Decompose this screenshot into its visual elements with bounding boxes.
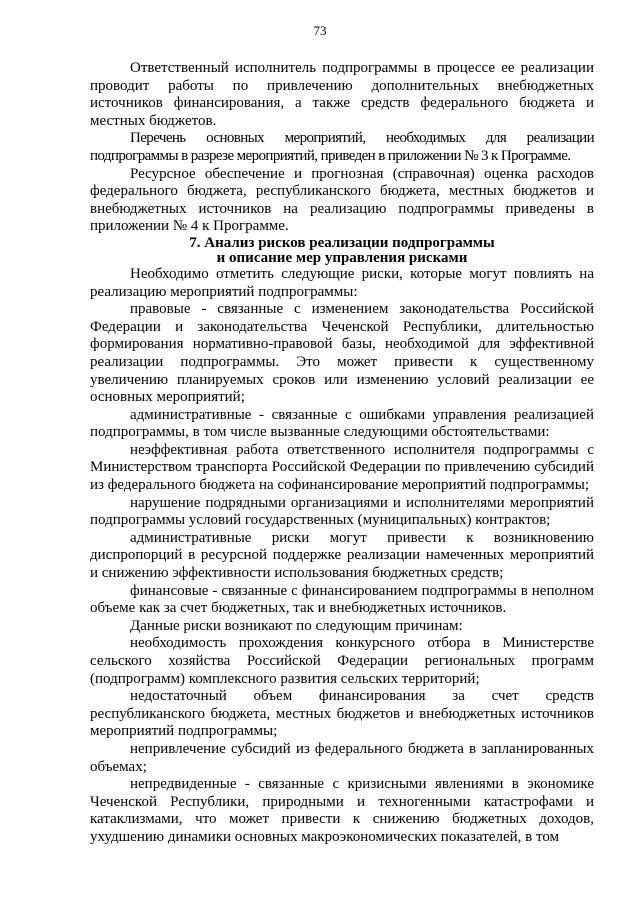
paragraph: административные - связанные с ошибками управления реализацией подпрограммы, в том числе вызванные следующими обстоятельствами:	[90, 406, 594, 441]
paragraph: непривлечение субсидий из федерального бюджета в запланированных объемах;	[90, 740, 594, 775]
paragraph: нарушение подрядными организациями и исполнителями мероприятий подпрограммы условий государственных (муниципальных) контрактов;	[90, 494, 594, 529]
paragraph: Необходимо отметить следующие риски, которые могут повлиять на реализацию мероприятий подпрограммы:	[90, 265, 594, 300]
page-content	[90, 60, 594, 847]
paragraph: непредвиденные - связанные с кризисными явлениями в экономике Чеченской Республики, природными и техногенными катастрофами и катаклизмами, что может привести к снижению бюджетных доходов, ухудшению динамики основных макроэкономических показателей, в том	[90, 776, 594, 845]
paragraph: неэффективная работа ответственного исполнителя подпрограммы с Министерством транспорта Российской Федерации по привлечению субсидий из федерального бюджета на софинансирование мероприятий подпрограммы;	[90, 441, 594, 494]
paragraph: правовые - связанные с изменением законодательства Российской Федерации и законодательства Чеченской Республики, длительностью формирования нормативно-правовой базы, необходимой для эффективной реализации подпрограммы. Это может привести к существенному увеличению планируемых сроков или изменению условий реализации ее основных мероприятий;	[90, 301, 594, 406]
paragraph: Ресурсное обеспечение и прогнозная (справочная) оценка расходов федерального бюджета, республиканского бюджета, местных бюджетов и внебюджетных источников на реализацию подпрограммы приведены в приложении № 4 к Программе.	[90, 165, 594, 235]
section-heading-line: и описание мер управления рисками	[216, 249, 468, 266]
paragraph: необходимость прохождения конкурсного отбора в Министерстве сельского хозяйства Российской Федерации региональных программ (подпрограмм) комплексного развития сельских территорий;	[90, 635, 594, 687]
paragraph: Ответственный исполнитель подпрограммы в процессе ее реализации проводит работы по привлечению дополнительных внебюджетных источников финансирования, а также средств федерального бюджета и местных бюджетов.	[90, 60, 594, 129]
paragraph: Данные риски возникают по следующим причинам:	[130, 617, 463, 634]
paragraph: недостаточный объем финансирования за счет средств республиканского бюджета, местных бюджетов и внебюджетных источников мероприятий подпрограммы;	[90, 688, 594, 740]
paragraph: административные риски могут привести к возникновению диспропорций в ресурсной поддержке реализации намеченных мероприятий и снижению эффективности использования бюджетных средств;	[90, 529, 594, 582]
section-heading-line: 7. Анализ рисков реализации подпрограммы	[189, 234, 495, 251]
paragraph: финансовые - связанные с финансированием подпрограммы в неполном объеме как за счет бюджетных, так и внебюджетных источников.	[90, 582, 594, 617]
paragraph: Перечень основных мероприятий, необходимых для реализации подпрограммы в разрезе мероприятий, приведен в приложении № 3 к Программе.	[90, 130, 594, 164]
section-heading	[90, 236, 594, 266]
page-number: 73	[313, 23, 327, 38]
